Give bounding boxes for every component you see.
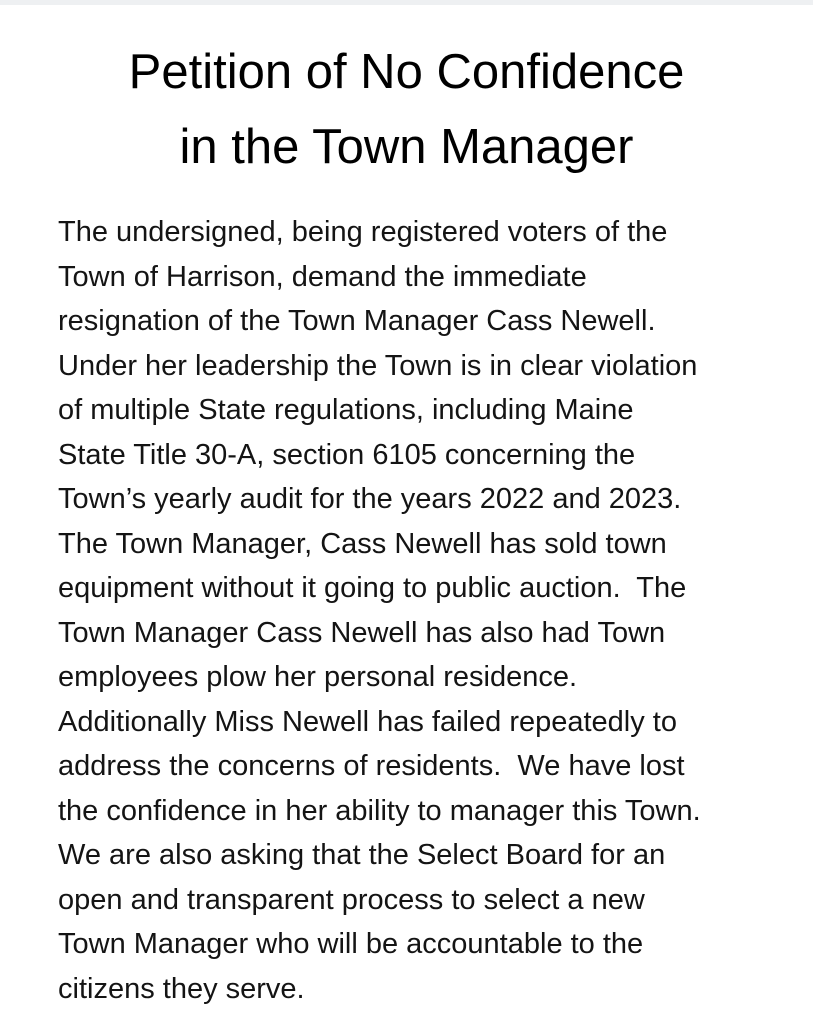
body-line: equipment without it going to public auction. The [58,572,687,604]
title-line: Petition of No Confidence [128,45,685,99]
body-line: open and transparent process to select a new [58,883,645,916]
body-line: citizens they serve. [58,972,305,1005]
body-line: State Title 30-A, section 6105 concerning the [58,438,636,471]
petition-body [58,210,798,1011]
body-line: Town Manager who will be accountable to the [58,928,644,960]
body-line: Town Manager Cass Newell has also had Town [58,616,666,649]
body-line: of multiple State regulations, including Maine [58,394,634,426]
body-line: The Town Manager, Cass Newell has sold town [58,527,667,560]
body-line: The undersigned, being registered voters of the [58,216,668,248]
page-title [0,35,813,185]
body-line: We are also asking that the Select Board for an [58,839,666,871]
body-line: address the concerns of residents. We have lost [58,750,685,782]
body-line: the confidence in her ability to manager this Town. [58,794,701,827]
body-line: Town of Harrison, demand the immediate [58,260,587,293]
title-line: in the Town Manager [179,120,634,174]
body-line: resignation of the Town Manager Cass Newell. [58,305,656,337]
petition-document [0,5,813,1023]
body-line: Additionally Miss Newell has failed repeatedly to [58,705,677,738]
body-line: Town’s yearly audit for the years 2022 and 2023. [58,483,682,515]
body-line: Under her leadership the Town is in clear violation [58,349,698,382]
body-line: employees plow her personal residence. [58,661,578,693]
